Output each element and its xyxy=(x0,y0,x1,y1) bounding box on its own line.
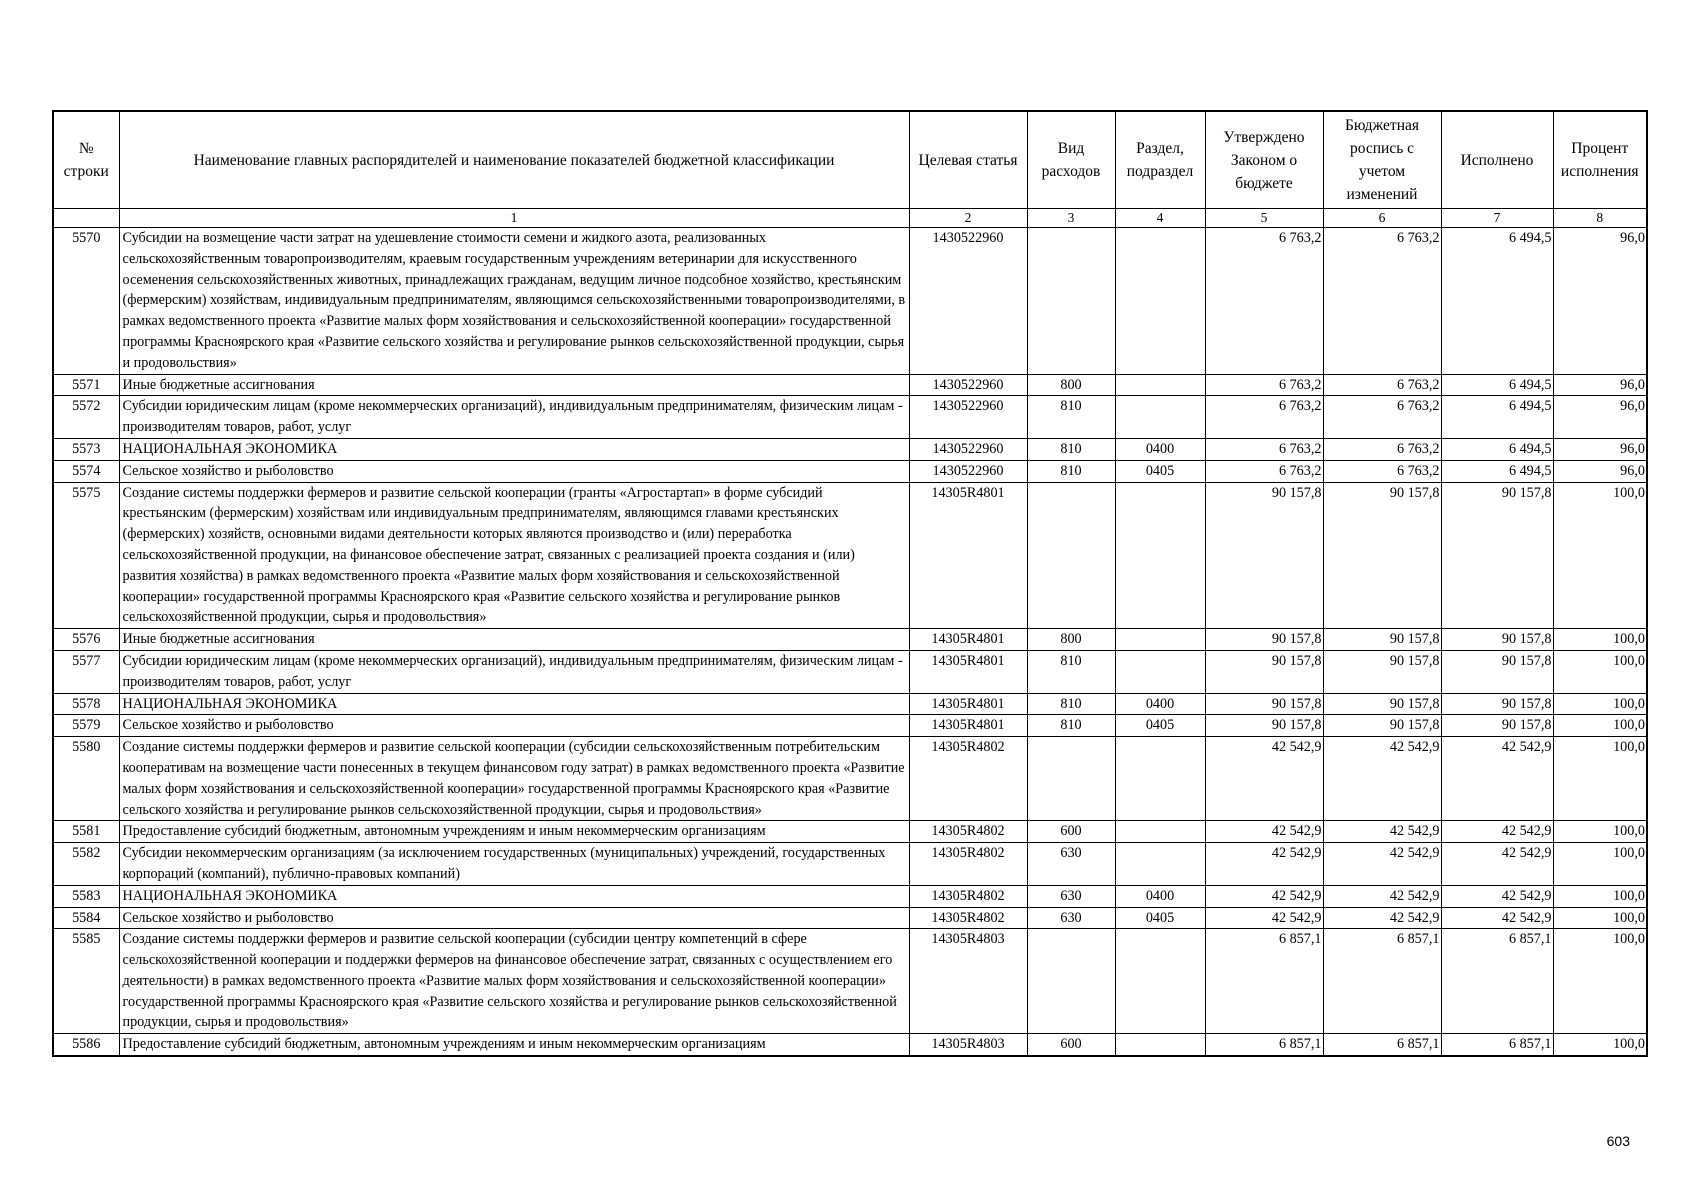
target-article-cell: 14305R4801 xyxy=(909,693,1027,715)
table-row xyxy=(53,374,1647,396)
percent-cell: 100,0 xyxy=(1553,629,1647,651)
section-cell: 0405 xyxy=(1115,715,1205,737)
executed-cell: 42 542,9 xyxy=(1441,885,1553,907)
executed-cell: 6 494,5 xyxy=(1441,396,1553,439)
name-cell: Сельское хозяйство и рыболовство xyxy=(119,715,909,737)
name-cell: НАЦИОНАЛЬНАЯ ЭКОНОМИКА xyxy=(119,438,909,460)
percent-cell: 100,0 xyxy=(1553,650,1647,693)
table-row xyxy=(53,460,1647,482)
expense-kind-cell: 630 xyxy=(1027,885,1115,907)
roster-cell: 6 857,1 xyxy=(1323,929,1441,1034)
expense-kind-cell xyxy=(1027,737,1115,821)
name-cell: Иные бюджетные ассигнования xyxy=(119,629,909,651)
target-article-cell: 14305R4801 xyxy=(909,482,1027,629)
section-cell xyxy=(1115,929,1205,1034)
expense-kind-cell: 600 xyxy=(1027,1034,1115,1056)
approved-cell: 6 763,2 xyxy=(1205,460,1323,482)
percent-cell: 96,0 xyxy=(1553,228,1647,375)
column-number xyxy=(53,209,119,228)
roster-cell: 6 763,2 xyxy=(1323,374,1441,396)
expense-kind-cell xyxy=(1027,482,1115,629)
expense-kind-cell: 800 xyxy=(1027,629,1115,651)
section-cell xyxy=(1115,821,1205,843)
name-cell: Субсидии на возмещение части затрат на удешевление стоимости семени и жидкого азота, реализованных сельскохозяйственным товаропроизводителям, краевым государственным учреждениям ветеринарии для искусственного осеменения сельскохозяйственных животных, принадлежащих гражданам, ведущим личное подсобное хозяйство, крестьянским (фермерским) хозяйствам, индивидуальным предпринимателям, являющимся сельскохозяйственными товаропроизводителями, в рамках ведомственного проекта «Развитие малых форм хозяйствования и сельскохозяйственной кооперации» государственной программы Красноярского края «Развитие сельского хозяйства и регулирование рынков сельскохозяйственной продукции, сырья и продовольствия» xyxy=(119,228,909,375)
name-cell: Создание системы поддержки фермеров и развитие сельской кооперации (субсидии центру компетенций в сфере сельскохозяйственной кооперации и поддержки фермеров на финансовое обеспечение затрат, связанных с осуществлением его деятельности) в рамках ведомственного проекта «Развитие малых форм хозяйствования и сельскохозяйственной кооперации» государственной программы Красноярского края «Развитие сельского хозяйства и регулирование рынков сельскохозяйственной продукции, сырья и продовольствия» xyxy=(119,929,909,1034)
name-cell: Сельское хозяйство и рыболовство xyxy=(119,907,909,929)
roster-cell: 90 157,8 xyxy=(1323,715,1441,737)
expense-kind-cell xyxy=(1027,929,1115,1034)
target-article-cell: 14305R4802 xyxy=(909,843,1027,886)
table-row xyxy=(53,482,1647,629)
percent-cell: 100,0 xyxy=(1553,693,1647,715)
roster-cell: 42 542,9 xyxy=(1323,843,1441,886)
percent-cell: 96,0 xyxy=(1553,438,1647,460)
percent-cell: 96,0 xyxy=(1553,396,1647,439)
percent-cell: 100,0 xyxy=(1553,737,1647,821)
approved-cell: 42 542,9 xyxy=(1205,843,1323,886)
row-number-cell: 5575 xyxy=(53,482,119,629)
table-row xyxy=(53,629,1647,651)
target-article-cell: 14305R4802 xyxy=(909,907,1027,929)
section-cell xyxy=(1115,650,1205,693)
percent-cell: 100,0 xyxy=(1553,482,1647,629)
row-number-cell: 5586 xyxy=(53,1034,119,1056)
column-number: 5 xyxy=(1205,209,1323,228)
row-number-cell: 5582 xyxy=(53,843,119,886)
percent-cell: 100,0 xyxy=(1553,907,1647,929)
section-cell xyxy=(1115,482,1205,629)
column-number: 7 xyxy=(1441,209,1553,228)
executed-cell: 90 157,8 xyxy=(1441,482,1553,629)
table-body xyxy=(53,228,1647,1057)
approved-cell: 6 857,1 xyxy=(1205,1034,1323,1056)
percent-cell: 100,0 xyxy=(1553,821,1647,843)
roster-cell: 42 542,9 xyxy=(1323,737,1441,821)
table-header-row xyxy=(53,111,1647,209)
expense-kind-cell: 600 xyxy=(1027,821,1115,843)
approved-cell: 42 542,9 xyxy=(1205,737,1323,821)
expense-kind-cell: 800 xyxy=(1027,374,1115,396)
approved-cell: 42 542,9 xyxy=(1205,821,1323,843)
table-row xyxy=(53,885,1647,907)
approved-cell: 90 157,8 xyxy=(1205,650,1323,693)
section-cell: 0400 xyxy=(1115,438,1205,460)
roster-cell: 6 763,2 xyxy=(1323,396,1441,439)
expense-kind-cell xyxy=(1027,228,1115,375)
header-target-article: Целевая статья xyxy=(909,111,1027,209)
table-row xyxy=(53,693,1647,715)
table-row xyxy=(53,650,1647,693)
percent-cell: 100,0 xyxy=(1553,715,1647,737)
table-row xyxy=(53,438,1647,460)
name-cell: НАЦИОНАЛЬНАЯ ЭКОНОМИКА xyxy=(119,885,909,907)
expense-kind-cell: 810 xyxy=(1027,693,1115,715)
header-budget-roster: Бюджетная роспись с учетом изменений xyxy=(1323,111,1441,209)
name-cell: Субсидии юридическим лицам (кроме некоммерческих организаций), индивидуальным предпринимателям, физическим лицам - производителям товаров, работ, услуг xyxy=(119,396,909,439)
row-number-cell: 5574 xyxy=(53,460,119,482)
executed-cell: 6 857,1 xyxy=(1441,1034,1553,1056)
row-number-cell: 5572 xyxy=(53,396,119,439)
header-section: Раздел, подраздел xyxy=(1115,111,1205,209)
section-cell xyxy=(1115,1034,1205,1056)
section-cell xyxy=(1115,228,1205,375)
section-cell xyxy=(1115,737,1205,821)
approved-cell: 90 157,8 xyxy=(1205,629,1323,651)
row-number-cell: 5584 xyxy=(53,907,119,929)
roster-cell: 42 542,9 xyxy=(1323,885,1441,907)
approved-cell: 90 157,8 xyxy=(1205,482,1323,629)
section-cell xyxy=(1115,629,1205,651)
roster-cell: 90 157,8 xyxy=(1323,629,1441,651)
name-cell: Иные бюджетные ассигнования xyxy=(119,374,909,396)
roster-cell: 90 157,8 xyxy=(1323,650,1441,693)
section-cell: 0400 xyxy=(1115,885,1205,907)
column-number: 6 xyxy=(1323,209,1441,228)
approved-cell: 90 157,8 xyxy=(1205,715,1323,737)
name-cell: Создание системы поддержки фермеров и развитие сельской кооперации (гранты «Агростартап» в форме субсидий крестьянским (фермерским) хозяйствам или индивидуальным предпринимателям, являющимся главами крестьянских (фермерских) хозяйств, основными видами деятельности которых являются производство и (или) переработка сельскохозяйственной продукции, на финансовое обеспечение затрат, связанных с реализацией проекта создания и (или) развития хозяйства) в рамках ведомственного проекта «Развитие малых форм хозяйствования и сельскохозяйственной кооперации» государственной программы Красноярского края «Развитие сельского хозяйства и регулирование рынков сельскохозяйственной продукции, сырья и продовольствия» xyxy=(119,482,909,629)
row-number-cell: 5585 xyxy=(53,929,119,1034)
section-cell xyxy=(1115,843,1205,886)
executed-cell: 6 494,5 xyxy=(1441,374,1553,396)
section-cell: 0405 xyxy=(1115,460,1205,482)
header-executed: Исполнено xyxy=(1441,111,1553,209)
roster-cell: 90 157,8 xyxy=(1323,693,1441,715)
row-number-cell: 5571 xyxy=(53,374,119,396)
approved-cell: 42 542,9 xyxy=(1205,907,1323,929)
expense-kind-cell: 810 xyxy=(1027,396,1115,439)
header-approved: Утверждено Законом о бюджете xyxy=(1205,111,1323,209)
roster-cell: 6 763,2 xyxy=(1323,460,1441,482)
executed-cell: 42 542,9 xyxy=(1441,821,1553,843)
row-number-cell: 5570 xyxy=(53,228,119,375)
name-cell: Сельское хозяйство и рыболовство xyxy=(119,460,909,482)
expense-kind-cell: 810 xyxy=(1027,650,1115,693)
header-name: Наименование главных распорядителей и наименование показателей бюджетной классификации xyxy=(119,111,909,209)
executed-cell: 90 157,8 xyxy=(1441,650,1553,693)
target-article-cell: 1430522960 xyxy=(909,374,1027,396)
row-number-cell: 5573 xyxy=(53,438,119,460)
table-row xyxy=(53,929,1647,1034)
row-number-cell: 5577 xyxy=(53,650,119,693)
expense-kind-cell: 810 xyxy=(1027,460,1115,482)
approved-cell: 6 857,1 xyxy=(1205,929,1323,1034)
name-cell: Создание системы поддержки фермеров и развитие сельской кооперации (субсидии сельскохозяйственным потребительским кооперативам на возмещение части понесенных в текущем финансовом году затрат) в рамках ведомственного проекта «Развитие малых форм хозяйствования и сельскохозяйственной кооперации» государственной программы Красноярского края «Развитие сельского хозяйства и регулирование рынков сельскохозяйственной продукции, сырья и продовольствия» xyxy=(119,737,909,821)
table-row xyxy=(53,843,1647,886)
approved-cell: 6 763,2 xyxy=(1205,438,1323,460)
header-expense-kind: Вид расходов xyxy=(1027,111,1115,209)
executed-cell: 90 157,8 xyxy=(1441,693,1553,715)
roster-cell: 42 542,9 xyxy=(1323,821,1441,843)
section-cell xyxy=(1115,396,1205,439)
expense-kind-cell: 810 xyxy=(1027,715,1115,737)
target-article-cell: 14305R4802 xyxy=(909,737,1027,821)
row-number-cell: 5583 xyxy=(53,885,119,907)
expense-kind-cell: 630 xyxy=(1027,843,1115,886)
roster-cell: 90 157,8 xyxy=(1323,482,1441,629)
expense-kind-cell: 810 xyxy=(1027,438,1115,460)
table-row xyxy=(53,737,1647,821)
approved-cell: 6 763,2 xyxy=(1205,396,1323,439)
approved-cell: 6 763,2 xyxy=(1205,374,1323,396)
executed-cell: 6 494,5 xyxy=(1441,438,1553,460)
executed-cell: 6 494,5 xyxy=(1441,228,1553,375)
approved-cell: 42 542,9 xyxy=(1205,885,1323,907)
section-cell xyxy=(1115,374,1205,396)
table-row xyxy=(53,715,1647,737)
target-article-cell: 14305R4803 xyxy=(909,929,1027,1034)
table-row xyxy=(53,228,1647,375)
row-number-cell: 5580 xyxy=(53,737,119,821)
target-article-cell: 14305R4801 xyxy=(909,629,1027,651)
table-row xyxy=(53,1034,1647,1056)
target-article-cell: 14305R4803 xyxy=(909,1034,1027,1056)
section-cell: 0405 xyxy=(1115,907,1205,929)
executed-cell: 42 542,9 xyxy=(1441,843,1553,886)
roster-cell: 6 763,2 xyxy=(1323,438,1441,460)
column-number: 1 xyxy=(119,209,909,228)
executed-cell: 6 494,5 xyxy=(1441,460,1553,482)
table-row xyxy=(53,396,1647,439)
column-number: 3 xyxy=(1027,209,1115,228)
target-article-cell: 14305R4801 xyxy=(909,650,1027,693)
row-number-cell: 5581 xyxy=(53,821,119,843)
expense-kind-cell: 630 xyxy=(1027,907,1115,929)
table-row xyxy=(53,907,1647,929)
name-cell: Субсидии юридическим лицам (кроме некоммерческих организаций), индивидуальным предпринимателям, физическим лицам - производителям товаров, работ, услуг xyxy=(119,650,909,693)
target-article-cell: 14305R4801 xyxy=(909,715,1027,737)
executed-cell: 6 857,1 xyxy=(1441,929,1553,1034)
percent-cell: 100,0 xyxy=(1553,885,1647,907)
percent-cell: 100,0 xyxy=(1553,1034,1647,1056)
column-number: 4 xyxy=(1115,209,1205,228)
roster-cell: 6 857,1 xyxy=(1323,1034,1441,1056)
approved-cell: 6 763,2 xyxy=(1205,228,1323,375)
name-cell: НАЦИОНАЛЬНАЯ ЭКОНОМИКА xyxy=(119,693,909,715)
roster-cell: 6 763,2 xyxy=(1323,228,1441,375)
row-number-cell: 5578 xyxy=(53,693,119,715)
page-number: 603 xyxy=(1606,1133,1630,1149)
budget-execution-table xyxy=(52,110,1648,1057)
executed-cell: 42 542,9 xyxy=(1441,907,1553,929)
name-cell: Предоставление субсидий бюджетным, автономным учреждениям и иным некоммерческим организациям xyxy=(119,1034,909,1056)
percent-cell: 96,0 xyxy=(1553,374,1647,396)
percent-cell: 96,0 xyxy=(1553,460,1647,482)
approved-cell: 90 157,8 xyxy=(1205,693,1323,715)
header-percent: Процент исполнения xyxy=(1553,111,1647,209)
executed-cell: 90 157,8 xyxy=(1441,629,1553,651)
target-article-cell: 1430522960 xyxy=(909,396,1027,439)
column-number-row xyxy=(53,209,1647,228)
target-article-cell: 1430522960 xyxy=(909,228,1027,375)
percent-cell: 100,0 xyxy=(1553,843,1647,886)
row-number-cell: 5579 xyxy=(53,715,119,737)
executed-cell: 90 157,8 xyxy=(1441,715,1553,737)
name-cell: Субсидии некоммерческим организациям (за исключением государственных (муниципальных) учреждений, государственных корпораций (компаний), публично-правовых компаний) xyxy=(119,843,909,886)
executed-cell: 42 542,9 xyxy=(1441,737,1553,821)
roster-cell: 42 542,9 xyxy=(1323,907,1441,929)
name-cell: Предоставление субсидий бюджетным, автономным учреждениям и иным некоммерческим организациям xyxy=(119,821,909,843)
row-number-cell: 5576 xyxy=(53,629,119,651)
section-cell: 0400 xyxy=(1115,693,1205,715)
target-article-cell: 14305R4802 xyxy=(909,821,1027,843)
target-article-cell: 14305R4802 xyxy=(909,885,1027,907)
target-article-cell: 1430522960 xyxy=(909,460,1027,482)
percent-cell: 100,0 xyxy=(1553,929,1647,1034)
column-number: 8 xyxy=(1553,209,1647,228)
target-article-cell: 1430522960 xyxy=(909,438,1027,460)
header-row-number: № строки xyxy=(53,111,119,209)
table-row xyxy=(53,821,1647,843)
column-number: 2 xyxy=(909,209,1027,228)
